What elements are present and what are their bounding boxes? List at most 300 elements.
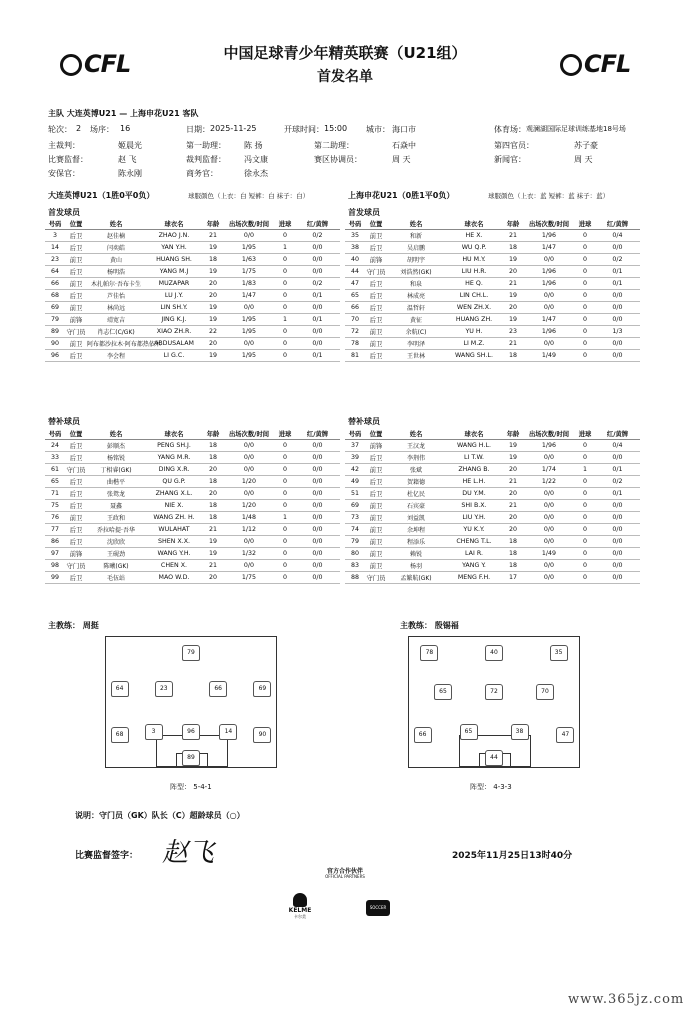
table-cell: 赵佳楠 [87,230,145,242]
table-cell: 97 [45,548,65,560]
table-cell: MENG F.H. [445,572,503,584]
table-cell: 21 [503,278,523,290]
table-cell: 21 [203,560,223,572]
table-cell: 0/0 [523,302,575,314]
table-cell: 0/0 [295,464,340,476]
table-cell: DU Y.M. [445,488,503,500]
table-cell: 0/1 [295,314,340,326]
table-cell: 靖宽吉 [87,314,145,326]
table-cell: 0 [575,572,595,584]
table-cell: 86 [45,536,65,548]
table-cell: 孟繁航(GK) [387,572,445,584]
table-cell: 后卫 [365,242,387,254]
table-cell: 王世林 [387,350,445,362]
table-cell: 33 [45,452,65,464]
table-cell: YANG Y. [445,560,503,572]
table-cell: 1/96 [523,266,575,278]
table-cell: YU H. [445,326,503,338]
table-cell: 前卫 [365,524,387,536]
table-cell: HU M.Y. [445,254,503,266]
home-coach: 主教练： 周挺 [48,621,99,630]
table-row [45,512,340,524]
table-cell: 沈欣欣 [87,536,145,548]
table-cell: 0/0 [595,338,640,350]
table-cell: 0/2 [595,476,640,488]
table-cell: 和泉 [387,278,445,290]
column-header: 姓名 [87,218,145,230]
table-cell: 21 [203,230,223,242]
table-cell: 20 [503,512,523,524]
table-cell: 0/0 [595,548,640,560]
table-cell: 0/0 [595,314,640,326]
table-cell: 19 [203,548,223,560]
column-header: 红/黄牌 [595,218,640,230]
table-cell: 0 [575,266,595,278]
table-cell: 0/0 [223,338,275,350]
page-subtitle: 首发名单 [317,69,373,85]
table-cell: 王砚劲 [87,548,145,560]
table-cell: 78 [345,338,365,350]
column-header: 姓名 [387,218,445,230]
table-cell: 守门员 [365,266,387,278]
table-row [345,464,640,476]
table-cell: 18 [503,242,523,254]
table-cell: 0/1 [295,290,340,302]
table-cell: 0/0 [523,254,575,266]
player-shirt-icon: 64 [111,681,129,697]
table-row [345,560,640,572]
table-header-row [45,428,340,440]
table-cell: 前卫 [365,464,387,476]
signed-time: 2025年11月25日13时40分 [452,851,573,861]
table-cell: WANG ZH. H. [145,512,203,524]
table-row [345,524,640,536]
table-cell: 前卫 [365,338,387,350]
table-cell: 1/49 [523,350,575,362]
table-cell: 0/0 [595,500,640,512]
table-cell: 0/0 [295,536,340,548]
table-cell: 后卫 [365,488,387,500]
table-cell: QU G.P. [145,476,203,488]
table-cell: WU Q.P. [445,242,503,254]
table-cell: 0/0 [595,536,640,548]
table-cell: 0 [575,326,595,338]
table-cell: 0 [275,254,295,266]
supervisor-signature: 赵飞 [162,838,215,868]
cfl-logo-left: CFL [60,50,130,78]
table-cell: 黄征 [387,314,445,326]
table-row [45,338,340,350]
table-cell: 1/63 [223,254,275,266]
table-cell: 20 [503,524,523,536]
table-cell: 0/0 [223,560,275,572]
player-shirt-icon: 72 [485,684,503,700]
table-cell: 0/0 [595,290,640,302]
table-cell: 张鸳龙 [87,488,145,500]
table-cell: LI G.C. [145,350,203,362]
table-cell: 杨明浩 [87,266,145,278]
table-cell: SHEN X.X. [145,536,203,548]
table-cell: 前卫 [365,326,387,338]
table-cell: 阿布都沙拉木·阿布都热依木 [87,338,145,350]
table-header-row [345,428,640,440]
table-cell: 0/4 [595,440,640,452]
table-cell: 守门员 [65,560,87,572]
table-cell: 0/0 [223,488,275,500]
table-cell: 0 [275,464,295,476]
table-cell: 0 [575,548,595,560]
table-header-row [45,218,340,230]
table-cell: 98 [45,560,65,572]
table-cell: 0 [575,254,595,266]
table-cell: 陈曦(GK) [87,560,145,572]
table-cell: 71 [45,488,65,500]
table-cell: 79 [45,314,65,326]
table-cell: 肖志仁(C/GK) [87,326,145,338]
table-cell: 王汉龙 [387,440,445,452]
table-cell: 程添乐 [387,536,445,548]
table-cell: 前卫 [65,254,87,266]
table-row [45,500,340,512]
table-cell: 83 [345,560,365,572]
table-cell: 后卫 [365,452,387,464]
player-shirt-icon: 69 [253,681,271,697]
table-cell: 0/0 [223,536,275,548]
table-cell: 0/0 [295,560,340,572]
table-cell: 68 [45,290,65,302]
column-header: 位置 [65,428,87,440]
table-cell: 96 [45,350,65,362]
watermark: www.365jz.com [568,992,685,1007]
table-row [345,440,640,452]
table-row [45,350,340,362]
table-cell: 44 [345,266,365,278]
table-row [345,266,640,278]
away-starters-title: 首发球员 [348,208,380,217]
column-header: 球衣名 [145,428,203,440]
partner-sub: OFFICIAL PARTNERS [325,874,365,879]
table-cell: 0/1 [595,488,640,500]
table-cell: 0/0 [595,524,640,536]
table-cell: 0 [275,476,295,488]
table-cell: 0 [575,524,595,536]
table-cell: 温哲轩 [387,302,445,314]
table-cell: 18 [503,560,523,572]
column-header: 姓名 [387,428,445,440]
table-cell: 0 [275,500,295,512]
table-row [45,488,340,500]
table-cell: 20 [203,464,223,476]
table-cell: 后卫 [65,536,87,548]
table-cell: WANG SH.L. [445,350,503,362]
table-cell: WANG Y.H. [145,548,203,560]
table-cell: 0/4 [595,230,640,242]
table-cell: 0/0 [595,350,640,362]
table-cell: 21 [503,476,523,488]
table-cell: 0/0 [595,512,640,524]
table-cell: 丁相睿(GK) [87,464,145,476]
table-cell: 余航(C) [387,326,445,338]
table-cell: 14 [45,242,65,254]
player-shirt-icon: 3 [145,724,163,740]
table-cell: 芦佳怡 [87,290,145,302]
table-cell: 19 [203,350,223,362]
table-cell: 0 [275,302,295,314]
table-cell: 0/0 [295,572,340,584]
table-cell: 后卫 [65,266,87,278]
column-header: 号码 [45,218,65,230]
table-cell: 66 [45,278,65,290]
table-cell: 19 [503,290,523,302]
table-cell: 21 [203,524,223,536]
table-cell: 李会程 [87,350,145,362]
table-cell: 72 [345,326,365,338]
table-cell: LI M.Z. [445,338,503,350]
table-cell: 23 [503,326,523,338]
column-header: 进球 [575,428,595,440]
table-cell: 0 [275,326,295,338]
player-shirt-icon: 65 [434,684,452,700]
table-cell: 守门员 [65,326,87,338]
player-shirt-icon: 38 [511,724,529,740]
table-row [45,302,340,314]
table-cell: ABDUSALAM [145,338,203,350]
table-cell: 79 [345,536,365,548]
table-cell: 66 [345,302,365,314]
cfl-logo-right: CFL [560,50,630,78]
table-cell: 0/1 [595,278,640,290]
table-row [345,500,640,512]
table-cell: 0/0 [595,302,640,314]
table-cell: 0/0 [295,242,340,254]
table-cell: YU K.Y. [445,524,503,536]
table-row [45,524,340,536]
player-shirt-icon: 44 [485,750,503,766]
table-cell: 21 [503,338,523,350]
table-cell: 后卫 [365,314,387,326]
home-starters-table [45,218,340,362]
table-cell: 20 [203,338,223,350]
table-cell: 乔拉哈提·吾华 [87,524,145,536]
table-cell: MUZAPAR [145,278,203,290]
legend-text: 说明：守门员（GK）队长（C）超龄球员（○） [75,811,245,820]
player-shirt-icon: 78 [420,645,438,661]
table-cell: 杜亿民 [387,488,445,500]
column-header: 红/黄牌 [295,218,340,230]
table-row [45,548,340,560]
player-shirt-icon: 65 [460,724,478,740]
column-header: 号码 [45,428,65,440]
table-cell: 1 [275,242,295,254]
table-cell: 王政和 [87,512,145,524]
home-formation: 阵型： 5-4-1 [170,783,212,791]
table-cell: 1/32 [223,548,275,560]
table-cell: 19 [203,536,223,548]
table-cell: 3 [45,230,65,242]
table-row [345,338,640,350]
column-header: 号码 [345,428,365,440]
table-cell: 0 [575,314,595,326]
table-cell: 0/0 [523,536,575,548]
table-row [45,254,340,266]
table-cell: 李荆伟 [387,452,445,464]
table-cell: 前卫 [365,230,387,242]
table-cell: 后卫 [365,476,387,488]
table-cell: 0 [575,560,595,572]
table-cell: 19 [503,314,523,326]
column-header: 出场次数/时间 [223,218,275,230]
table-cell: 前锋 [65,314,87,326]
table-cell: 0/0 [223,440,275,452]
table-cell: 杨铭锐 [87,452,145,464]
table-cell: 1/74 [523,464,575,476]
table-cell: 19 [503,440,523,452]
table-cell: 后卫 [65,290,87,302]
table-cell: 74 [345,524,365,536]
table-cell: 黄山 [87,254,145,266]
table-cell: 18 [203,512,223,524]
table-cell: 1/83 [223,278,275,290]
table-row [45,230,340,242]
table-cell: 守门员 [365,572,387,584]
table-cell: 1/3 [595,326,640,338]
table-cell: HE Q. [445,278,503,290]
table-row [345,548,640,560]
table-cell: 18 [203,254,223,266]
away-team-title: 上海申花U21（0胜1平0负） [348,191,455,200]
table-cell: 1/75 [223,266,275,278]
table-row [345,302,640,314]
table-cell: 1/22 [523,476,575,488]
table-cell: HUANG SH. [145,254,203,266]
table-cell: 49 [345,476,365,488]
table-cell: 0/0 [295,488,340,500]
away-subs-title: 替补球员 [348,417,380,426]
table-row [345,488,640,500]
table-cell: 1 [275,314,295,326]
table-cell: 前卫 [65,338,87,350]
table-cell: 后卫 [65,476,87,488]
column-header: 出场次数/时间 [523,428,575,440]
table-cell: 0 [275,278,295,290]
table-cell: 42 [345,464,365,476]
table-cell: 0/0 [295,476,340,488]
table-row [45,572,340,584]
table-cell: 70 [345,314,365,326]
table-cell: 39 [345,452,365,464]
table-cell: LI T.W. [445,452,503,464]
table-cell: 后卫 [65,572,87,584]
table-cell: 18 [503,350,523,362]
away-formation: 阵型： 4-3-3 [470,783,512,791]
column-header: 位置 [365,218,387,230]
table-cell: 0 [275,290,295,302]
table-row [45,440,340,452]
table-cell: 后卫 [365,290,387,302]
away-starters-table [345,218,640,362]
page-title: 中国足球青少年精英联赛（U21组） [223,44,467,62]
table-cell: 木扎帕尔·吾布卡生 [87,278,145,290]
column-header: 进球 [275,428,295,440]
table-cell: 0 [275,452,295,464]
supervisor-sign-label: 比赛监督签字： [75,851,139,861]
table-cell: 前锋 [365,254,387,266]
table-cell: 75 [45,500,65,512]
table-cell: 前锋 [365,440,387,452]
table-cell: WULAHAT [145,524,203,536]
table-cell: 0 [575,230,595,242]
table-cell: JING K.J. [145,314,203,326]
table-cell: 0/0 [223,230,275,242]
table-cell: 37 [345,440,365,452]
table-cell: CHEN X. [145,560,203,572]
table-cell: HE X. [445,230,503,242]
column-header: 红/黄牌 [595,428,640,440]
partner-logo-2: SOCCER [366,900,390,916]
table-cell: SHI B.X. [445,500,503,512]
table-cell: 后卫 [65,242,87,254]
table-cell: 0/1 [295,350,340,362]
table-cell: 和新 [387,230,445,242]
table-cell: WANG H.L. [445,440,503,452]
table-cell: 赖锐 [387,548,445,560]
table-cell: 聂鑫 [87,500,145,512]
table-cell: 后卫 [65,452,87,464]
table-cell: 64 [45,266,65,278]
table-cell: 0/0 [595,242,640,254]
table-cell: 0/0 [523,290,575,302]
table-cell: 0/0 [295,440,340,452]
player-shirt-icon: 35 [550,645,568,661]
table-cell: XIAO ZH.R. [145,326,203,338]
column-header: 号码 [345,218,365,230]
table-cell: 81 [345,350,365,362]
table-cell: 1/96 [523,230,575,242]
table-cell: 0 [575,500,595,512]
table-cell: 0/0 [295,500,340,512]
table-cell: 0 [275,572,295,584]
table-cell: 18 [503,536,523,548]
table-cell: 吴启鹏 [387,242,445,254]
away-kit: 球服颜色（上衣：蓝 短裤：蓝 袜子：蓝） [488,192,610,200]
table-cell: 20 [203,572,223,584]
table-cell: 0 [575,302,595,314]
player-shirt-icon: 89 [182,750,200,766]
player-shirt-icon: 96 [182,724,200,740]
table-cell: 51 [345,488,365,500]
table-cell: LIN CH.L. [445,290,503,302]
table-cell: 18 [503,548,523,560]
table-cell: 1/47 [223,290,275,302]
table-cell: LU J.Y. [145,290,203,302]
table-cell: 69 [345,500,365,512]
table-cell: 1/95 [223,242,275,254]
table-cell: YANG M.J [145,266,203,278]
table-row [45,314,340,326]
table-cell: LIU H.R. [445,266,503,278]
table-cell: 1/95 [223,326,275,338]
table-cell: 65 [45,476,65,488]
table-cell: 0/0 [295,338,340,350]
table-row [45,266,340,278]
table-cell: 前卫 [365,548,387,560]
table-cell: 1/95 [223,314,275,326]
table-row [345,242,640,254]
table-cell: 20 [503,302,523,314]
table-row [345,350,640,362]
player-shirt-icon: 47 [556,727,574,743]
table-cell: 0 [575,488,595,500]
